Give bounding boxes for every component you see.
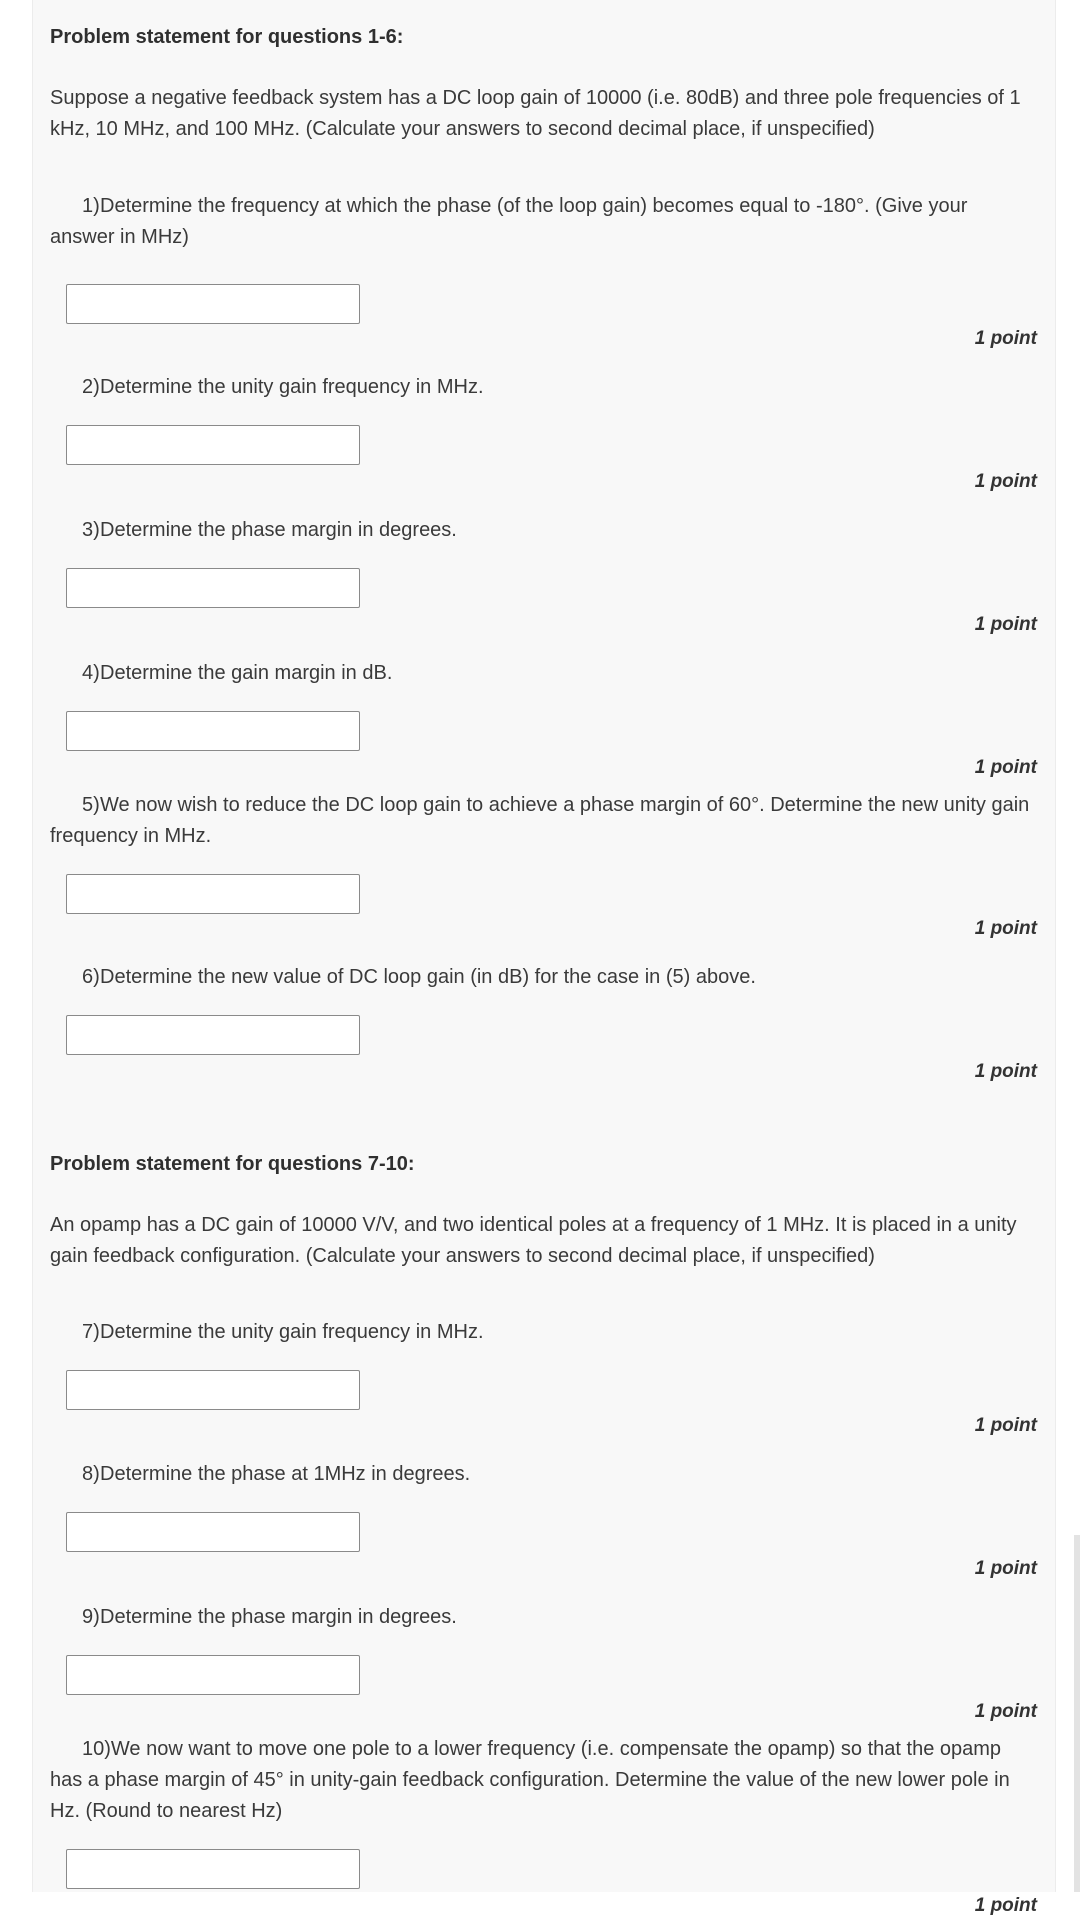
question-number: 7) xyxy=(82,1321,100,1343)
question-number: 2) xyxy=(82,376,100,398)
question-1 xyxy=(50,191,1037,351)
answer-input-5[interactable] xyxy=(66,874,360,914)
points-label: 1 point xyxy=(974,1415,1037,1436)
section-title: Problem statement for questions 1-6: xyxy=(50,26,404,48)
answer-input-10[interactable] xyxy=(66,1849,360,1889)
question-4 xyxy=(50,658,1037,780)
points-label: 1 point xyxy=(974,1895,1037,1916)
section-description: An opamp has a DC gain of 10000 V/V, and two identical poles at a frequency of 1 MHz. It is placed in a unity gain feedback configuration. (Calculate your answers to second decimal place, if unspecified) xyxy=(50,1214,1017,1267)
question-text: We now wish to reduce the DC loop gain to achieve a phase margin of 60°. Determine the new unity gain frequency in MHz. xyxy=(50,794,1030,847)
question-text: Determine the gain margin in dB. xyxy=(100,662,393,684)
question-number: 4) xyxy=(82,662,100,684)
answer-input-9[interactable] xyxy=(66,1655,360,1695)
question-text: Determine the phase margin in degrees. xyxy=(100,519,457,541)
question-number: 10) xyxy=(82,1738,111,1760)
points-label: 1 point xyxy=(974,918,1037,939)
points-label: 1 point xyxy=(974,1701,1037,1722)
answer-input-6[interactable] xyxy=(66,1015,360,1055)
question-text: Determine the new value of DC loop gain (in dB) for the case in (5) above. xyxy=(100,966,756,988)
question-3 xyxy=(50,515,1037,637)
question-text: Determine the unity gain frequency in MHz. xyxy=(100,1321,484,1343)
section-description: Suppose a negative feedback system has a DC loop gain of 10000 (i.e. 80dB) and three pole frequencies of 1 kHz, 10 MHz, and 100 MHz. (Calculate your answers to second decimal place, if unspecified) xyxy=(50,87,1021,140)
answer-input-3[interactable] xyxy=(66,568,360,608)
question-number: 8) xyxy=(82,1463,100,1485)
answer-input-7[interactable] xyxy=(66,1370,360,1410)
question-text: Determine the frequency at which the phase (of the loop gain) becomes equal to -180°. (Give your answer in MHz) xyxy=(50,195,968,248)
answer-input-8[interactable] xyxy=(66,1512,360,1552)
points-label: 1 point xyxy=(974,1558,1037,1579)
points-label: 1 point xyxy=(974,471,1037,492)
scrollbar-edge xyxy=(1074,1535,1080,1892)
question-text: Determine the phase at 1MHz in degrees. xyxy=(100,1463,471,1485)
answer-input-1[interactable] xyxy=(66,284,360,324)
question-7 xyxy=(50,1317,1037,1438)
section-title: Problem statement for questions 7-10: xyxy=(50,1153,415,1175)
question-2 xyxy=(50,372,1037,494)
points-label: 1 point xyxy=(974,1061,1037,1082)
question-number: 3) xyxy=(82,519,100,541)
question-9 xyxy=(50,1602,1037,1724)
problem-section-2 xyxy=(50,1151,1037,1918)
question-number: 5) xyxy=(82,794,100,816)
points-label: 1 point xyxy=(974,757,1037,778)
answer-input-4[interactable] xyxy=(66,711,360,751)
question-6 xyxy=(50,962,1037,1084)
question-text: Determine the unity gain frequency in MHz. xyxy=(100,376,484,398)
question-number: 1) xyxy=(82,195,100,217)
question-5 xyxy=(50,790,1037,941)
question-text: We now want to move one pole to a lower frequency (i.e. compensate the opamp) so that the opamp has a phase margin of 45° in unity-gain feedback configuration. Determine the value of the new lower pole in Hz. (Round to nearest Hz) xyxy=(50,1738,1010,1822)
answer-input-2[interactable] xyxy=(66,425,360,465)
problem-section-1 xyxy=(50,24,1037,1084)
question-number: 6) xyxy=(82,966,100,988)
question-10 xyxy=(50,1734,1037,1918)
points-label: 1 point xyxy=(974,328,1037,349)
question-8 xyxy=(50,1459,1037,1581)
points-label: 1 point xyxy=(974,614,1037,635)
question-text: Determine the phase margin in degrees. xyxy=(100,1606,457,1628)
quiz-panel xyxy=(32,0,1056,1916)
question-number: 9) xyxy=(82,1606,100,1628)
